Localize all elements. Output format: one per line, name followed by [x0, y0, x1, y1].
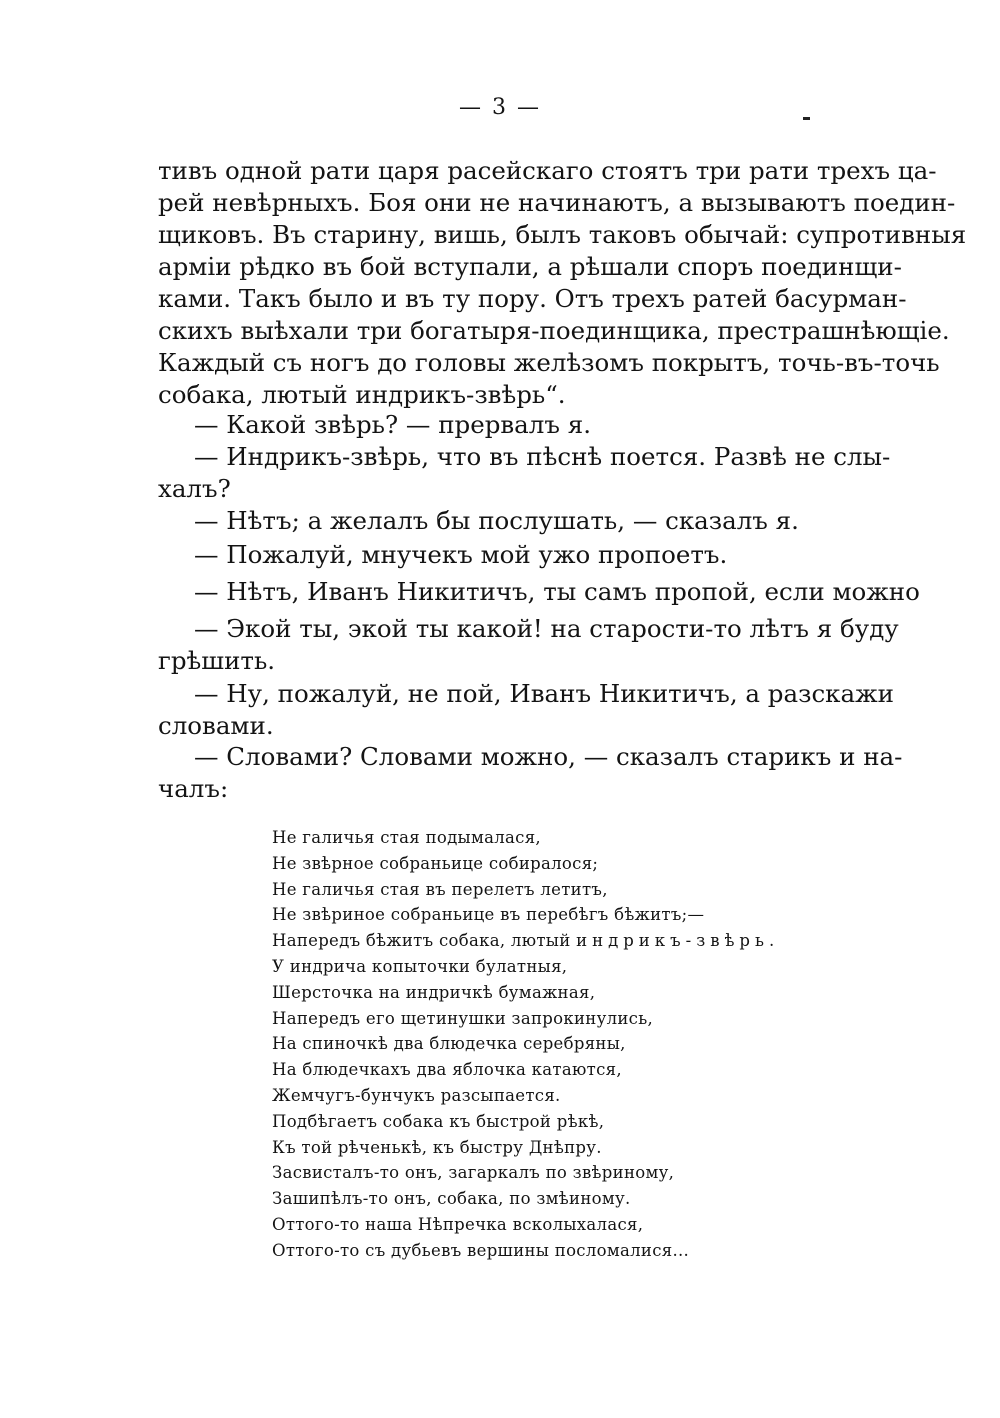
- dialogue-text: — Ну, пожалуй, не пой, Иванъ Никитичъ, а разскажи: [194, 679, 894, 708]
- dialogue-text: — Индрикъ-звѣрь, что въ пѣснѣ поется. Развѣ не слы-: [194, 442, 891, 471]
- dialogue-line: [158, 505, 858, 537]
- verse-line: На спиночкѣ два блюдечка серебряны,: [272, 1034, 626, 1054]
- prose-paragraph: [158, 155, 967, 411]
- prose-line: арміи рѣдко въ бой вступали, а рѣшали споръ поединщи-: [158, 252, 902, 281]
- verse-line: Зашипѣлъ-то онъ, собака, по змѣиному.: [272, 1189, 631, 1209]
- page-number: — 3 —: [459, 95, 541, 120]
- prose-line: Каждый съ ногъ до головы желѣзомъ покрытъ, точь-въ-точь: [158, 348, 940, 377]
- dialogue-text: словами.: [158, 711, 274, 740]
- corner-mark: [803, 117, 810, 120]
- verse-line: Шерсточка на индричкѣ бумажная,: [272, 982, 596, 1002]
- verse-line: Напередъ его щетинушки запрокинулись,: [272, 1008, 654, 1028]
- verse-line: Къ той рѣченькѣ, къ быстру Днѣпру.: [272, 1137, 602, 1157]
- dialogue-text: — Экой ты, экой ты какой! на старости-то лѣтъ я буду: [194, 614, 899, 643]
- verse-block: [272, 825, 779, 1264]
- verse-line: Жемчугъ-бунчукъ разсыпается.: [272, 1085, 561, 1105]
- dialogue-text: — Какой звѣрь? — прервалъ я.: [194, 410, 591, 439]
- dialogue-text: — Нѣтъ; а желалъ бы послушать, — сказалъ я.: [194, 506, 799, 535]
- verse-line: Оттого-то наша Нѣпречка всколыхалася,: [272, 1214, 644, 1234]
- verse-line: Подбѣгаетъ собака къ быстрой рѣкѣ,: [272, 1111, 605, 1131]
- dialogue-line: [158, 409, 858, 441]
- dialogue-text: грѣшить.: [158, 646, 276, 675]
- verse-line-text: Напередъ бѣжитъ собака, лютый: [272, 931, 571, 951]
- prose-line: ками. Такъ было и въ ту пору. Отъ трехъ ратей басурман-: [158, 284, 907, 313]
- verse-line: Не галичья стая подымалася,: [272, 828, 541, 847]
- dialogue-line: [158, 741, 903, 805]
- dialogue-text: — Пожалуй, мнучекъ мой ужо пропоетъ.: [194, 540, 728, 569]
- dialogue-text: — Нѣтъ, Иванъ Никитичъ, ты самъ пропой, если можно: [194, 577, 920, 606]
- dialogue-line: [158, 613, 899, 677]
- prose-line: рей невѣрныхъ. Боя они не начинаютъ, а вызываютъ поедин-: [158, 188, 956, 217]
- dialogue-text: чалъ:: [158, 774, 229, 803]
- prose-line: тивъ одной рати царя расейскаго стоятъ три рати трехъ ца-: [158, 156, 937, 185]
- verse-line: Не галичья стая въ перелетъ летитъ,: [272, 879, 608, 899]
- verse-line: Не звѣриное собраньице въ перебѣгъ бѣжитъ;—: [272, 905, 705, 925]
- prose-line: скихъ выѣхали три богатыря-поединщика, престрашнѣющіе.: [158, 316, 950, 345]
- verse-line: Не звѣрное собраньице собиралося;: [272, 853, 599, 873]
- verse-line: На блюдечкахъ два яблочка катаются,: [272, 1060, 622, 1080]
- dialogue-line: [158, 441, 891, 505]
- prose-line: щиковъ. Въ старину, вишь, былъ таковъ обычай: супротивныя: [158, 220, 967, 249]
- dialogue-line: [158, 576, 920, 608]
- dialogue-line: [158, 539, 858, 571]
- verse-line: Засвисталъ-то онъ, загаркалъ по звѣриному,: [272, 1163, 675, 1183]
- dialogue-text: халъ?: [158, 474, 231, 503]
- verse-line: У индрича копыточки булатныя,: [272, 956, 568, 976]
- dialogue-line: [158, 678, 894, 742]
- dialogue-text: — Словами? Словами можно, — сказалъ старикъ и на-: [194, 742, 903, 771]
- verse-emphasis: индрикъ-звѣрь.: [576, 931, 780, 951]
- verse-line: Оттого-то съ дубьевъ вершины посломалися...: [272, 1240, 690, 1260]
- prose-line: собака, лютый индрикъ-звѣрь“.: [158, 380, 566, 409]
- verse-line: [272, 928, 779, 954]
